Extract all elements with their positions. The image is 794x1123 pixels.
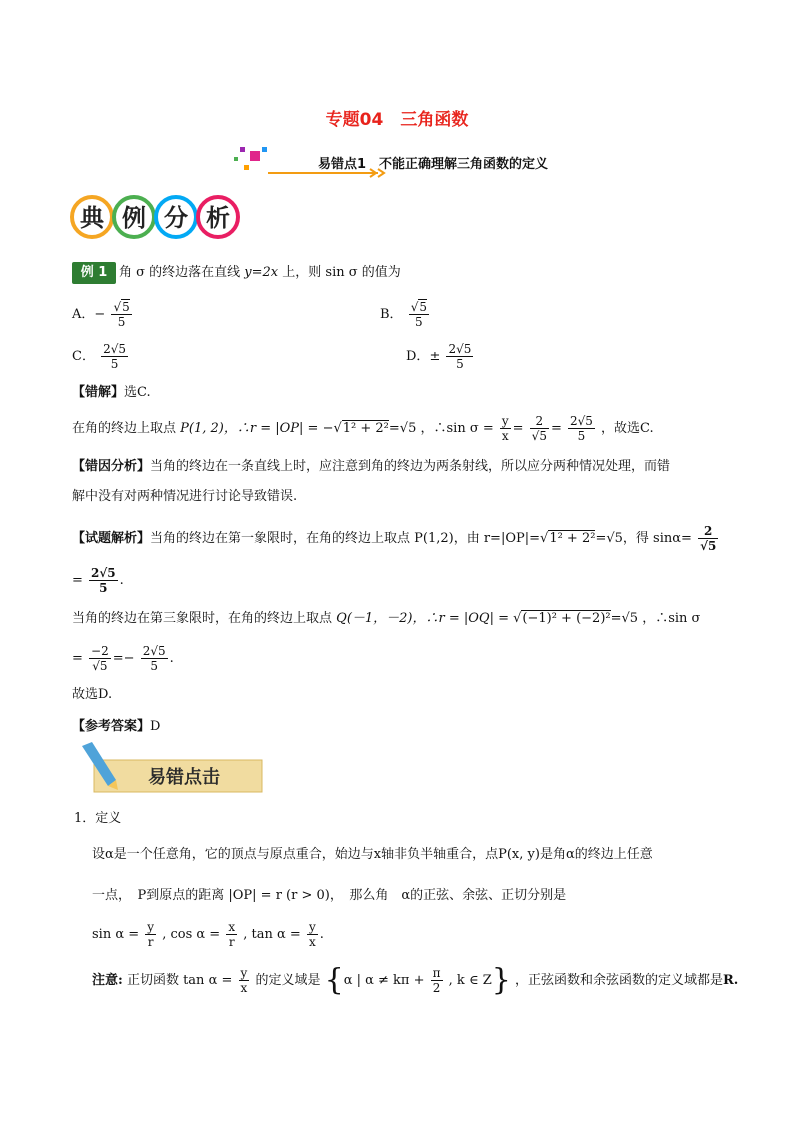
analysis-line3: 当角的终边在第三象限时，在角的终边上取点 Q(－1，－2)，∴r = |OQ| = √(−1)² + (−2)²=√5 ，∴sin σ — [72, 611, 701, 626]
option-a: A．− $\frac{√5}{5}$ — [72, 300, 130, 329]
reason-line2: 解中没有对两种情况进行讨论导致错误. — [72, 489, 298, 504]
analysis-line2: = $\frac{2√5}{5}$ . — [72, 566, 124, 595]
definition-line2: 一点， P到原点的距离 |OP| = r (r > 0)， 那么角 α的正弦、余弦、正切分别是 — [92, 888, 567, 903]
example-badge: 例 1 — [72, 262, 116, 284]
reason-line1: 【错因分析】当角的终边在一条直线上时，应注意到角的终边为两条射线，所以应分两种情况处理，而错 — [72, 459, 671, 474]
banner-char: 分 — [164, 204, 188, 232]
cuojie-line: 在角的终边上取点 P(1, 2)，∴r = |OP| = −√1² + 2²=√5 ，∴sin σ = $\frac{y}{x}$ = $\frac{2}{√5}$ = $\frac{2√5}{5}$ ，故选C. — [72, 414, 654, 443]
cuojie: 【错解】选C. — [72, 385, 151, 400]
answer: 【参考答案】D — [72, 719, 161, 734]
analysis-line4: = $\frac{-2}{√5}$ =− $\frac{2√5}{5}$ . — [72, 644, 174, 673]
definition-formulas: sin α = $\frac{y}{r}$ , cos α = $\frac{x}{r}$ , tan α = $\frac{y}{x}$ . — [92, 920, 324, 949]
svg-text:易错点击: 易错点击 — [148, 767, 220, 788]
page-title: 专题04 三角函数 — [325, 110, 469, 130]
banner-char: 典 — [80, 204, 104, 232]
analysis-conclusion: 故选D. — [72, 687, 113, 702]
banner-dianli-icon — [68, 192, 248, 242]
banner-char: 析 — [206, 204, 230, 232]
analysis-line1: 【试题解析】当角的终边在第一象限时，在角的终边上取点 P(1,2)，由 r=|OP|=√1² + 2²=√5，得 sinα= $\frac{2}{√5}$ — [72, 524, 717, 553]
definition-line1: 设α是一个任意角，它的顶点与原点重合，始边与x轴非负半轴重合，点P(x, y)是角α的终边上任意 — [92, 847, 653, 862]
banner-yicuo-icon — [74, 742, 264, 794]
section-heading: 1．定义 — [74, 811, 122, 826]
subtitle: 易错点1 不能正确理解三角函数的定义 — [318, 157, 549, 172]
example-question: 角 σ 的终边落在直线 y=2x 上，则 sin σ 的值为 — [119, 265, 401, 280]
definition-note: 注意: 正切函数 tan α = $\frac{y}{x}$ 的定义域是 {α | α ≠ kπ + $\frac{\pi}{2}$ , k ∈ Z} ，正弦函数和余弦函数的定义域都是R. — [92, 962, 739, 998]
option-d: D．± $\frac{2√5}{5}$ — [406, 342, 472, 371]
option-c: C． $\frac{2√5}{5}$ — [72, 342, 127, 371]
banner-char: 例 — [122, 204, 146, 232]
option-b: B． $\frac{√5}{5}$ — [380, 300, 427, 329]
